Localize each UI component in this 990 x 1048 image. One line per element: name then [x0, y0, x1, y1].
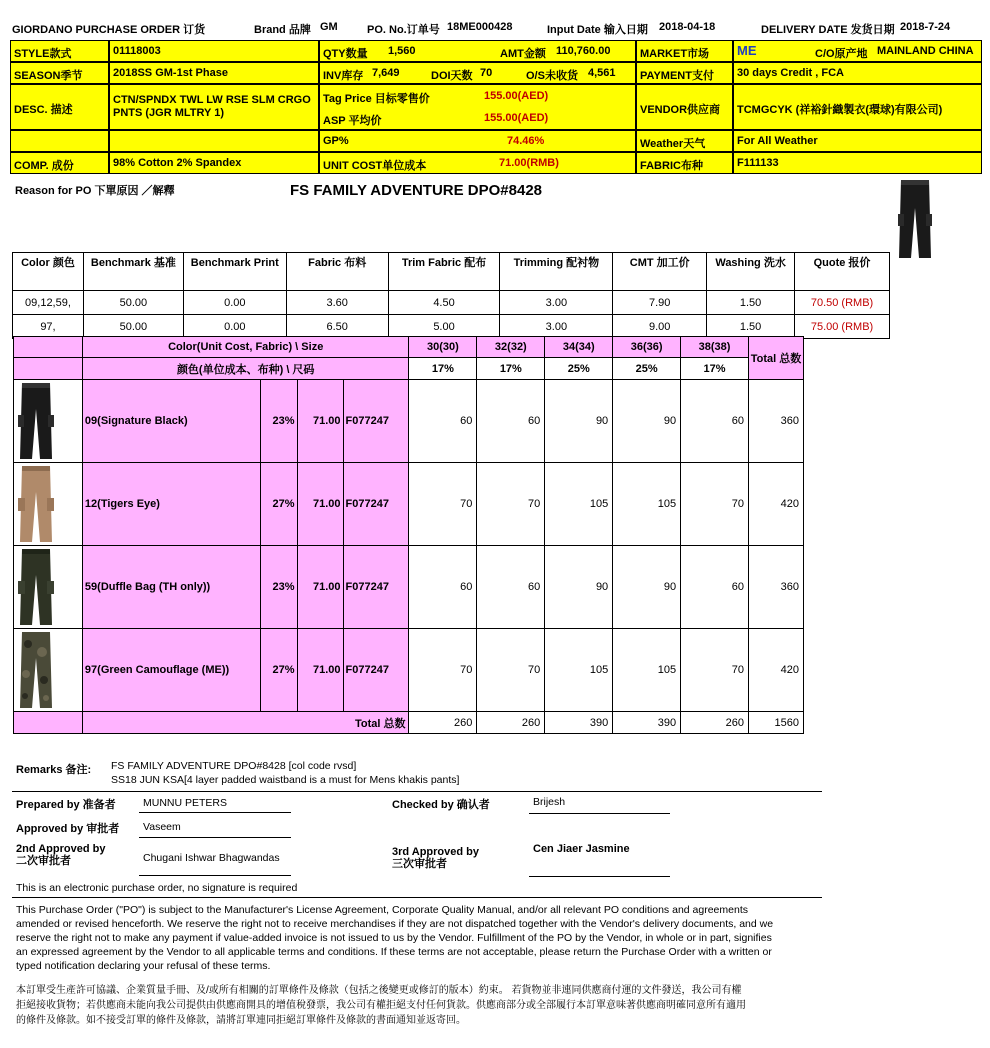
swatch-cell — [14, 546, 83, 629]
pants-black-image — [16, 381, 56, 461]
inv-label: INV库存 — [323, 70, 364, 82]
size-ratio: 17% — [409, 358, 477, 380]
second-approved-underline — [139, 875, 291, 876]
qty-cell: 60 — [409, 380, 477, 463]
qty-cell: 60 — [681, 380, 749, 463]
quote-cell: 75.00 (RMB) — [795, 315, 890, 339]
cost-row — [13, 291, 890, 315]
row-total: 360 — [749, 546, 804, 629]
weather-label: Weather天气 — [640, 138, 706, 150]
season-value-cell — [109, 62, 319, 84]
qty-cell: 60 — [477, 546, 545, 629]
approved-label: Approved by 审批者 — [16, 823, 120, 835]
cost-cell: 5.00 — [388, 315, 500, 339]
qty-cell: 70 — [477, 463, 545, 546]
size-ratio: 17% — [477, 358, 545, 380]
inv-doi-cell — [319, 62, 636, 84]
season-value: 2018SS GM-1st Phase — [113, 67, 228, 79]
remarks-label: Remarks 备注: — [16, 764, 92, 776]
qty-cell: 90 — [613, 546, 681, 629]
qty-cell: 70 — [409, 629, 477, 712]
color-pct: 27% — [260, 463, 297, 546]
qty-cell: 105 — [613, 629, 681, 712]
total-qty-cell: 390 — [545, 712, 613, 734]
cost-cell: 3.00 — [500, 315, 613, 339]
prepared-value: MUNNU PETERS — [143, 797, 228, 809]
pants-olive-image — [16, 547, 56, 627]
fabric-label-cell — [636, 152, 733, 174]
size-label: 34(34) — [545, 337, 613, 358]
size-label: 36(36) — [613, 337, 681, 358]
approvals-top-rule — [12, 791, 822, 792]
color-row — [14, 629, 804, 712]
desc-value: CTN/SPNDX TWL LW RSE SLM CRGO PNTS (JGR MLTRY 1) — [113, 94, 311, 119]
color-fabric: F077247 — [343, 629, 409, 712]
prepared-underline — [139, 812, 291, 813]
reason-label: Reason for PO 下單原因 ／解釋 — [15, 185, 175, 197]
total-qty-cell: 260 — [681, 712, 749, 734]
cost-cell: 0.00 — [183, 315, 286, 339]
cost-cell: 09,12,59, — [13, 291, 84, 315]
payment-value-cell — [733, 62, 982, 84]
qty-cell: 90 — [545, 546, 613, 629]
size-ratio: 17% — [681, 358, 749, 380]
input-date-value: 2018-04-18 — [659, 21, 716, 33]
quote-cell: 70.50 (RMB) — [795, 291, 890, 315]
swatch-cell — [14, 463, 83, 546]
terms-en-line: This Purchase Order ("PO") is subject to the Manufacturer's License Agreement, Corporate Quality Manual, and/or all relevant PO conditions and agreements — [16, 904, 748, 916]
cost-breakdown-table — [12, 252, 890, 339]
tag-price-label: Tag Price 目标零售价 — [323, 93, 430, 105]
cost-cell: 1.50 — [707, 315, 795, 339]
qty-cell: 70 — [409, 463, 477, 546]
terms-top-rule — [12, 897, 822, 898]
second-approved-label — [16, 843, 105, 867]
second-approved-label-en: 2nd Approved by — [16, 843, 106, 855]
inv-value: 7,649 — [372, 67, 400, 79]
style-value: 01118003 — [113, 45, 161, 57]
program-title: FS FAMILY ADVENTURE DPO#8428 — [290, 182, 543, 199]
style-label: STYLE款式 — [14, 48, 72, 60]
qty-cell: 60 — [409, 546, 477, 629]
cost-header-cell: Quote 报价 — [795, 253, 890, 291]
color-name: 09(Signature Black) — [82, 380, 260, 463]
qty-amt-cell — [319, 40, 636, 62]
third-approved-value: Cen Jiaer Jasmine — [533, 843, 630, 855]
style-value-cell — [109, 40, 319, 62]
brand-value: GM — [320, 21, 338, 33]
cost-cell: 97, — [13, 315, 84, 339]
electronic-note: This is an electronic purchase order, no signature is required — [16, 882, 298, 894]
co-value: MAINLAND CHINA — [877, 45, 974, 57]
color-fabric: F077247 — [343, 380, 409, 463]
qty-cell: 90 — [545, 380, 613, 463]
comp-value-cell — [109, 152, 319, 174]
delivery-date-label: DELIVERY DATE 发货日期 — [761, 24, 895, 36]
gp-value: 74.46% — [507, 135, 545, 147]
swatch-cell — [14, 629, 83, 712]
qty-cell: 60 — [477, 380, 545, 463]
comp-value: 98% Cotton 2% Spandex — [113, 157, 242, 169]
season-label: SEASON季节 — [14, 70, 83, 82]
payment-label: PAYMENT支付 — [640, 70, 714, 82]
unit-cost-cell — [319, 152, 636, 174]
fabric-value: F111133 — [737, 157, 779, 169]
vendor-label: VENDOR供应商 — [640, 104, 721, 116]
totals-row — [14, 712, 804, 734]
os-value: 4,561 — [588, 67, 616, 79]
size-ratio-row — [14, 358, 804, 380]
cost-cell: 50.00 — [83, 291, 183, 315]
total-qty-cell: 390 — [613, 712, 681, 734]
color-name: 59(Duffle Bag (TH only)) — [82, 546, 260, 629]
market-label-cell — [636, 40, 733, 62]
totals-label: Total 总数 — [82, 712, 409, 734]
amt-value: 110,760.00 — [556, 45, 611, 57]
payment-label-cell — [636, 62, 733, 84]
remarks-line-2: SS18 JUN KSA[4 layer padded waistband is a must for Mens khakis pants] — [111, 774, 460, 786]
color-size-header: Color(Unit Cost, Fabric) \ Size — [82, 337, 409, 358]
co-label: C/O原产地 — [815, 48, 868, 60]
amt-label: AMT金额 — [500, 48, 546, 60]
vendor-label-cell — [636, 84, 733, 130]
asp-value: 155.00(AED) — [484, 112, 549, 124]
total-qty-cell: 260 — [477, 712, 545, 734]
pants-camo-image — [16, 630, 56, 710]
qty-cell: 105 — [545, 463, 613, 546]
third-approved-underline — [529, 876, 670, 877]
color-row — [14, 546, 804, 629]
row-total: 360 — [749, 380, 804, 463]
weather-label-cell — [636, 130, 733, 152]
prepared-label: Prepared by 准备者 — [16, 799, 116, 811]
input-date-label: Input Date 输入日期 — [547, 24, 648, 36]
delivery-date-value: 2018-7-24 — [900, 21, 951, 33]
qty-label: QTY数量 — [323, 48, 368, 60]
cost-header-row — [13, 253, 890, 291]
tag-price-value: 155.00(AED) — [484, 90, 549, 102]
po-title: GIORDANO PURCHASE ORDER 订货 — [12, 24, 206, 36]
terms-cn-line: 拒絕接收貨物；若供應商未能向我公司提供由供應商開具的增值稅發票，我公司有權拒絕支付任何貨款。供應商部分或全部履行本訂單意味著供應商明確同意所有適用 — [16, 1000, 746, 1011]
product-thumbnail-image — [897, 178, 933, 262]
swatch-cell — [14, 380, 83, 463]
cost-header-cell: Benchmark Print — [183, 253, 286, 291]
cost-header-cell: CMT 加工价 — [613, 253, 707, 291]
market-value-cell — [733, 40, 982, 62]
qty-cell: 70 — [681, 629, 749, 712]
doi-value: 70 — [480, 67, 493, 79]
vendor-value-cell — [733, 84, 982, 130]
unit-cost-label: UNIT COST单位成本 — [323, 160, 427, 172]
blank-value-cell — [109, 130, 319, 152]
cost-header-cell: Washing 洗水 — [707, 253, 795, 291]
vendor-value: TCMGCYK (祥裕針織製衣(環球)有限公司) — [737, 104, 943, 116]
os-label: O/S未收货 — [526, 70, 578, 82]
cost-cell: 0.00 — [183, 291, 286, 315]
cost-header-cell: Trim Fabric 配布 — [388, 253, 500, 291]
checked-label: Checked by 确认者 — [392, 799, 490, 811]
approved-value: Vaseem — [143, 821, 181, 833]
cost-cell: 1.50 — [707, 291, 795, 315]
cost-header-cell: Fabric 布料 — [286, 253, 388, 291]
po-number-label: PO. No.订单号 — [367, 24, 440, 36]
second-approved-label-cn: 二次审批者 — [16, 855, 71, 867]
blank-label-cell — [10, 130, 109, 152]
size-label: 38(38) — [681, 337, 749, 358]
third-approved-label — [392, 846, 479, 870]
color-fabric: F077247 — [343, 463, 409, 546]
cost-cell: 3.60 — [286, 291, 388, 315]
qty-value: 1,560 — [388, 45, 416, 57]
weather-value-cell — [733, 130, 982, 152]
cost-header-cell: Benchmark 基准 — [83, 253, 183, 291]
row-total: 420 — [749, 463, 804, 546]
desc-label-cell — [10, 84, 109, 130]
qty-cell: 105 — [545, 629, 613, 712]
unit-cost-value: 71.00(RMB) — [499, 157, 559, 169]
qty-cell: 70 — [681, 463, 749, 546]
qty-cell: 70 — [477, 629, 545, 712]
cost-cell: 9.00 — [613, 315, 707, 339]
qty-cell: 90 — [613, 380, 681, 463]
second-approved-value: Chugani Ishwar Bhagwandas — [143, 852, 280, 864]
grand-total: 1560 — [749, 712, 804, 734]
color-name: 97(Green Camouflage (ME)) — [82, 629, 260, 712]
asp-label: ASP 平均价 — [323, 115, 382, 127]
cost-row — [13, 315, 890, 339]
cost-header-cell: Color 颜色 — [13, 253, 84, 291]
totals-blank — [14, 712, 83, 734]
size-label: 30(30) — [409, 337, 477, 358]
remarks-line-1: FS FAMILY ADVENTURE DPO#8428 [col code rvsd] — [111, 760, 357, 772]
size-ratio: 25% — [613, 358, 681, 380]
gp-label: GP% — [323, 135, 349, 147]
color-row — [14, 380, 804, 463]
terms-cn-line: 的條件及條款。如不接受訂單的條件及條款，請將訂單連同拒絕訂單條件及條款的書面通知並返寄回。 — [16, 1015, 466, 1026]
third-approved-label-cn: 三次审批者 — [392, 858, 447, 870]
gp-cell — [319, 130, 636, 152]
color-size-header-cn: 颜色(单位成本、布种) \ 尺码 — [82, 358, 409, 380]
color-row — [14, 463, 804, 546]
po-number-value: 18ME000428 — [447, 21, 513, 33]
size-quantity-table — [13, 336, 804, 734]
terms-en-line: typed notification declaring your refusal of these terms. — [16, 960, 271, 972]
terms-cn-line: 本訂單受生產許可協議、企業質量手冊、及/或所有相關的訂單條件及條款（包括之後變更或修訂的版本）約束。 若貨物並非連同供應商付運的文件發送，我公司有權 — [16, 985, 742, 996]
season-label-cell — [10, 62, 109, 84]
payment-value: 30 days Credit , FCA — [737, 67, 844, 79]
color-pct: 27% — [260, 629, 297, 712]
third-approved-label-en: 3rd Approved by — [392, 846, 479, 858]
checked-underline — [529, 813, 670, 814]
terms-en-line: amended or revised henceforth. We reserve the right not to receive merchandises if they are not dispatched together with the Vendor's delivery documents, and we — [16, 918, 774, 930]
desc-value-cell — [109, 84, 319, 130]
desc-label: DESC. 描述 — [14, 104, 73, 116]
color-cost: 71.00 — [297, 463, 343, 546]
total-header: Total 总数 — [749, 337, 804, 380]
image-header-cell — [14, 358, 83, 380]
brand-label: Brand 品牌 — [254, 24, 311, 36]
style-label-cell — [10, 40, 109, 62]
row-total: 420 — [749, 629, 804, 712]
comp-label-cell — [10, 152, 109, 174]
color-cost: 71.00 — [297, 629, 343, 712]
color-fabric: F077247 — [343, 546, 409, 629]
comp-label: COMP. 成份 — [14, 160, 74, 172]
color-cost: 71.00 — [297, 546, 343, 629]
cost-cell: 3.00 — [500, 291, 613, 315]
terms-en-line: an expressed agreement by the Vendor to all applicable terms and conditions. If these terms are not acceptable, please return the Purchase Order with a written or — [16, 946, 772, 958]
image-header-cell — [14, 337, 83, 358]
size-ratio: 25% — [545, 358, 613, 380]
size-label: 32(32) — [477, 337, 545, 358]
market-label: MARKET市场 — [640, 48, 710, 60]
approved-underline — [139, 837, 291, 838]
terms-en-line: reserve the right not to make any payment if value-added invoice is not issued to us by the Vendor. Fulfillment of the PO by the Vendor, in whole or in part, signifies — [16, 932, 772, 944]
cost-cell: 7.90 — [613, 291, 707, 315]
fabric-label: FABRIC布种 — [640, 160, 703, 172]
size-header-row — [14, 337, 804, 358]
total-qty-cell: 260 — [409, 712, 477, 734]
weather-value: For All Weather — [737, 135, 818, 147]
color-cost: 71.00 — [297, 380, 343, 463]
cost-cell: 50.00 — [83, 315, 183, 339]
pants-tan-image — [16, 464, 56, 544]
checked-value: Brijesh — [533, 796, 566, 808]
color-pct: 23% — [260, 380, 297, 463]
cost-cell: 4.50 — [388, 291, 500, 315]
color-pct: 23% — [260, 546, 297, 629]
market-value: ME — [737, 43, 757, 58]
cost-header-cell: Trimming 配衬物 — [500, 253, 613, 291]
color-name: 12(Tigers Eye) — [82, 463, 260, 546]
cost-cell: 6.50 — [286, 315, 388, 339]
qty-cell: 105 — [613, 463, 681, 546]
qty-cell: 60 — [681, 546, 749, 629]
fabric-value-cell — [733, 152, 982, 174]
doi-label: DOI天数 — [431, 70, 473, 82]
price-cell — [319, 84, 636, 130]
